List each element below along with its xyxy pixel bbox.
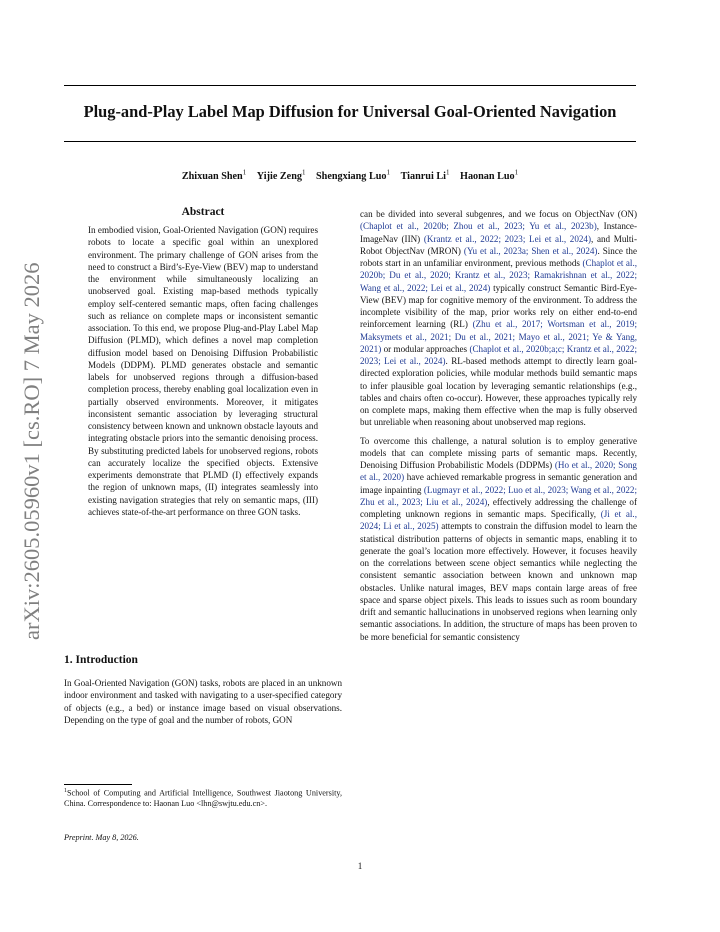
author: Yijie Zeng$^1$ [256,169,306,183]
title-bottom-rule [64,141,636,142]
body-text: To overcome this challenge, a natural solution is to employ generative models that can complete missing parts of semantic maps. Recently, Denoising Diffusion Probabilistic Models (DDPMs) [360,435,637,470]
body-text: have achieved remarkable progress in semantic generation and image inpainting [360,472,637,495]
page-number: 1 [357,861,363,871]
author-list [64,166,636,184]
affiliation-footnote: $^1$School of Computing and Artificial Intelligence, Southwest Jiaotong University, China. Correspondence to: Haonan Luo <lhn@swjtu.edu.cn>. [64,788,342,809]
section-heading-introduction: 1. Introduction [64,654,138,666]
intro-paragraph-1 [360,208,637,429]
abstract-text: In embodied vision, Goal-Oriented Navigation (GON) requires robots to locate a specific goal within an unexplored environment. The primary challenge of GON arises from the need to construct a Bird’s-Eye-View (BEV) map to understand the environment while simultaneously localizing an unobserved goal. Existing map-based methods typically employ self-centered semantic maps, often facing challenges such as reliance on complete maps or inconsistent semantic association. To this end, we propose Plug-and-Play Label Map Diffusion (PLMD), which defines a novel map completion diffusion model based on Denoising Diffusion Probabilistic Models (DDPM). PLMD generates obstacle and semantic labels for unobserved regions through a diffusion-based completion process, thereby enabling goal localization even in partially observed environments. Moreover, it mitigates inconsistent semantic association by leveraging structural consistency between known and unknown obstacle layouts and integrating obstacle priors into the semantic denoising process. By substituting predicted labels for unobserved regions, robots can accurately localize the specified objects. Extensive experiments demonstrate that PLMD (I) effectively expands the region of unknown maps, (II) integrates seamlessly into existing navigation strategies that rely on semantic maps, (III) achieves state-of-the-art performance on three GON tasks. [88,225,318,517]
body-text: . RL-based methods attempt to directly learn goal-directed exploration policies, while modular methods build semantic maps to infer plausible goal location by leveraging semantic relationships (e.g., tables and chairs often co-occur). However, these approaches typically rely on complete maps, making them effective when the map is fully observed but unreliable when reasoning about unobserved map regions. [360,356,637,428]
title-top-rule [64,85,636,86]
citation-link[interactable]: (Chaplot et al., 2020b;a;c; Krantz et al., 2022; 2023; Lei et al., 2024) [360,343,637,366]
body-text: , effectively addressing the challenge of completing unknown regions in semantic maps. Specifically, [360,496,637,519]
citation-link[interactable]: (Krantz et al., 2022; 2023; Lei et al., 2024) [423,233,592,244]
body-text: , Instance-ImageNav (IIN) [360,221,637,244]
arxiv-stamp: arXiv:2605.05960v1 [cs.RO] 7 May 2026 [19,262,44,640]
author: Zhixuan Shen$^1$ [181,169,247,183]
paper-title: Plug-and-Play Label Map Diffusion for Universal Goal-Oriented Navigation [83,102,617,121]
intro-left-paragraph: In Goal-Oriented Navigation (GON) tasks, robots are placed in an unknown indoor environment and tasked with navigating to a user-specified category of objects (e.g., a bed) or instance image based on visual observations. Depending on the type of goal and the number of robots, GON [64,678,342,725]
citation-link[interactable]: (Ho et al., 2020; Song et al., 2020) [360,460,637,483]
body-text: or modular approaches [381,343,470,354]
citation-link[interactable]: (Zhu et al., 2017; Wortsman et al., 2019; Maksymets et al., 2021; Du et al., 2021; Mayo et al., 2021; Ye & Yang, 2021) [360,319,637,354]
abstract-heading: Abstract [181,206,225,218]
body-text: . Since the robots start in an unfamiliar environment, previous methods [360,245,637,268]
body-text: can be divided into several subgenres, and we focus on ObjectNav (ON) [360,209,637,219]
body-text: attempts to constrain the diffusion model to learn the statistical distribution patterns of objects in semantic maps, enabling it to generate the goal’s location more effectively. However, it focuses heavily on the correlations between scene object semantics while neglecting the consistent semantic association between known and unknown map obstacles. Unlike natural images, BEV maps contain large areas of free space and sparse object pixels. This leads to issues such as room boundary drift and semantic hallucinations in unobserved regions when learning only semantic associations. In addition, the structure of maps has been proven to be more beneficial for semantic consistency [360,521,637,642]
author: Tianrui Li$^1$ [400,169,450,183]
citation-link[interactable]: (Chaplot et al., 2020b; Du et al., 2020; Krantz et al., 2023; Ramakrishnan et al., 2022; Wang et al., 2022; Lei et al., 2024) [360,258,638,293]
right-column [360,208,637,643]
intro-paragraph-2 [360,435,637,643]
citation-link[interactable]: (Yu et al., 2023a; Shen et al., 2024) [463,245,598,256]
citation-link[interactable]: (Ji et al., 2024; Li et al., 2025) [360,509,637,532]
footnote-rule [64,784,132,785]
author: Haonan Luo$^1$ [460,169,519,183]
citation-link[interactable]: (Chaplot et al., 2020b; Zhou et al., 2023; Yu et al., 2023b) [360,221,597,232]
citation-link[interactable]: (Lugmayr et al., 2022; Luo et al., 2023; Wang et al., 2022; Zhu et al., 2023; Liu et al., 2024) [360,484,637,507]
body-text: typically construct Semantic Bird-Eye-View (BEV) map for cognitive memory of the environment. To address the incomplete visibility of the map, prior works rely on either end-to-end reinforcement learning (RL) [360,282,638,330]
preprint-date: Preprint. May 8, 2026. [64,833,139,842]
body-text: , and Multi-Robot ObjectNav (MRON) [360,233,637,256]
author: Shengxiang Luo$^1$ [316,169,391,183]
